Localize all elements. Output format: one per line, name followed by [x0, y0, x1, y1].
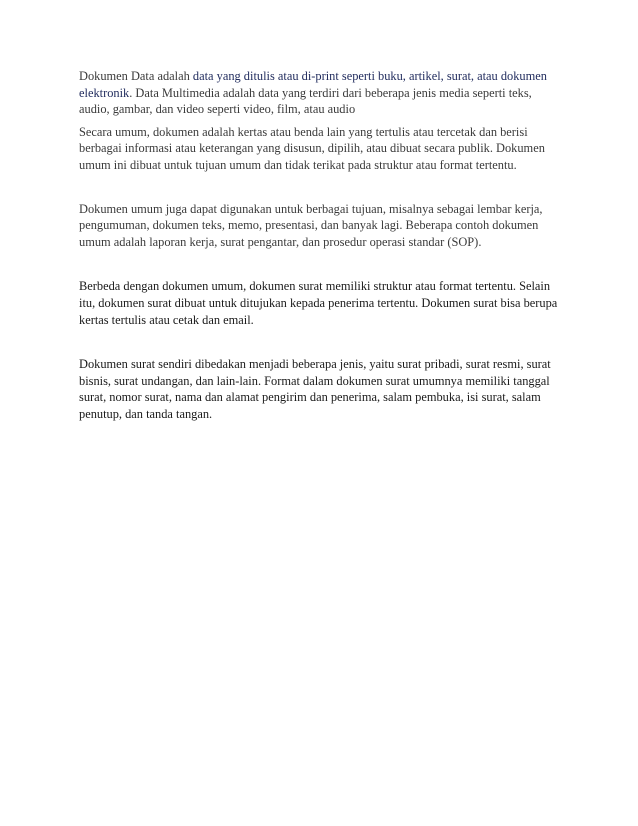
document-body: [79, 68, 561, 423]
paragraph-1-text-a: Dokumen Data adalah: [79, 69, 193, 83]
paragraph-1: [79, 68, 561, 118]
paragraph-3: Dokumen umum juga dapat digunakan untuk berbagai tujuan, misalnya sebagai lembar kerja, pengumuman, dokumen teks, memo, presentasi, dan banyak lagi. Beberapa contoh dokumen umum adalah laporan kerja, surat pengantar, dan prosedur operasi standar (SOP).: [79, 201, 543, 249]
paragraph-4: Berbeda dengan dokumen umum, dokumen surat memiliki struktur atau format tertentu. Selain itu, dokumen surat dibuat untuk ditujukan kepada penerima tertentu. Dokumen surat bisa berupa kertas tertulis atau cetak dan email.: [79, 279, 558, 327]
paragraph-1-highlighted-text: data yang ditulis atau di-print seperti buku, artikel, surat, atau dokumen elektronik: [79, 69, 547, 100]
paragraph-1-text-b: . Data Multimedia adalah data yang terdiri dari beberapa jenis media seperti teks, audio, gambar, dan video seperti video, film, atau audio: [79, 85, 532, 117]
paragraph-2: Secara umum, dokumen adalah kertas atau benda lain yang tertulis atau tercetak dan berisi berbagai informasi atau keterangan yang disusun, dipilih, atau dibuat secara publik. Dokumen umum ini dibuat untuk tujuan umum dan tidak terikat pada struktur atau format tertentu.: [79, 124, 545, 172]
paragraph-5: Dokumen surat sendiri dibedakan menjadi beberapa jenis, yaitu surat pribadi, surat resmi, surat bisnis, surat undangan, dan lain-lain. Format dalam dokumen surat umumnya memiliki tanggal surat, nomor surat, nama dan alamat pengirim dan penerima, salam pembuka, isi surat, salam penutup, dan tanda tangan.: [79, 357, 551, 421]
